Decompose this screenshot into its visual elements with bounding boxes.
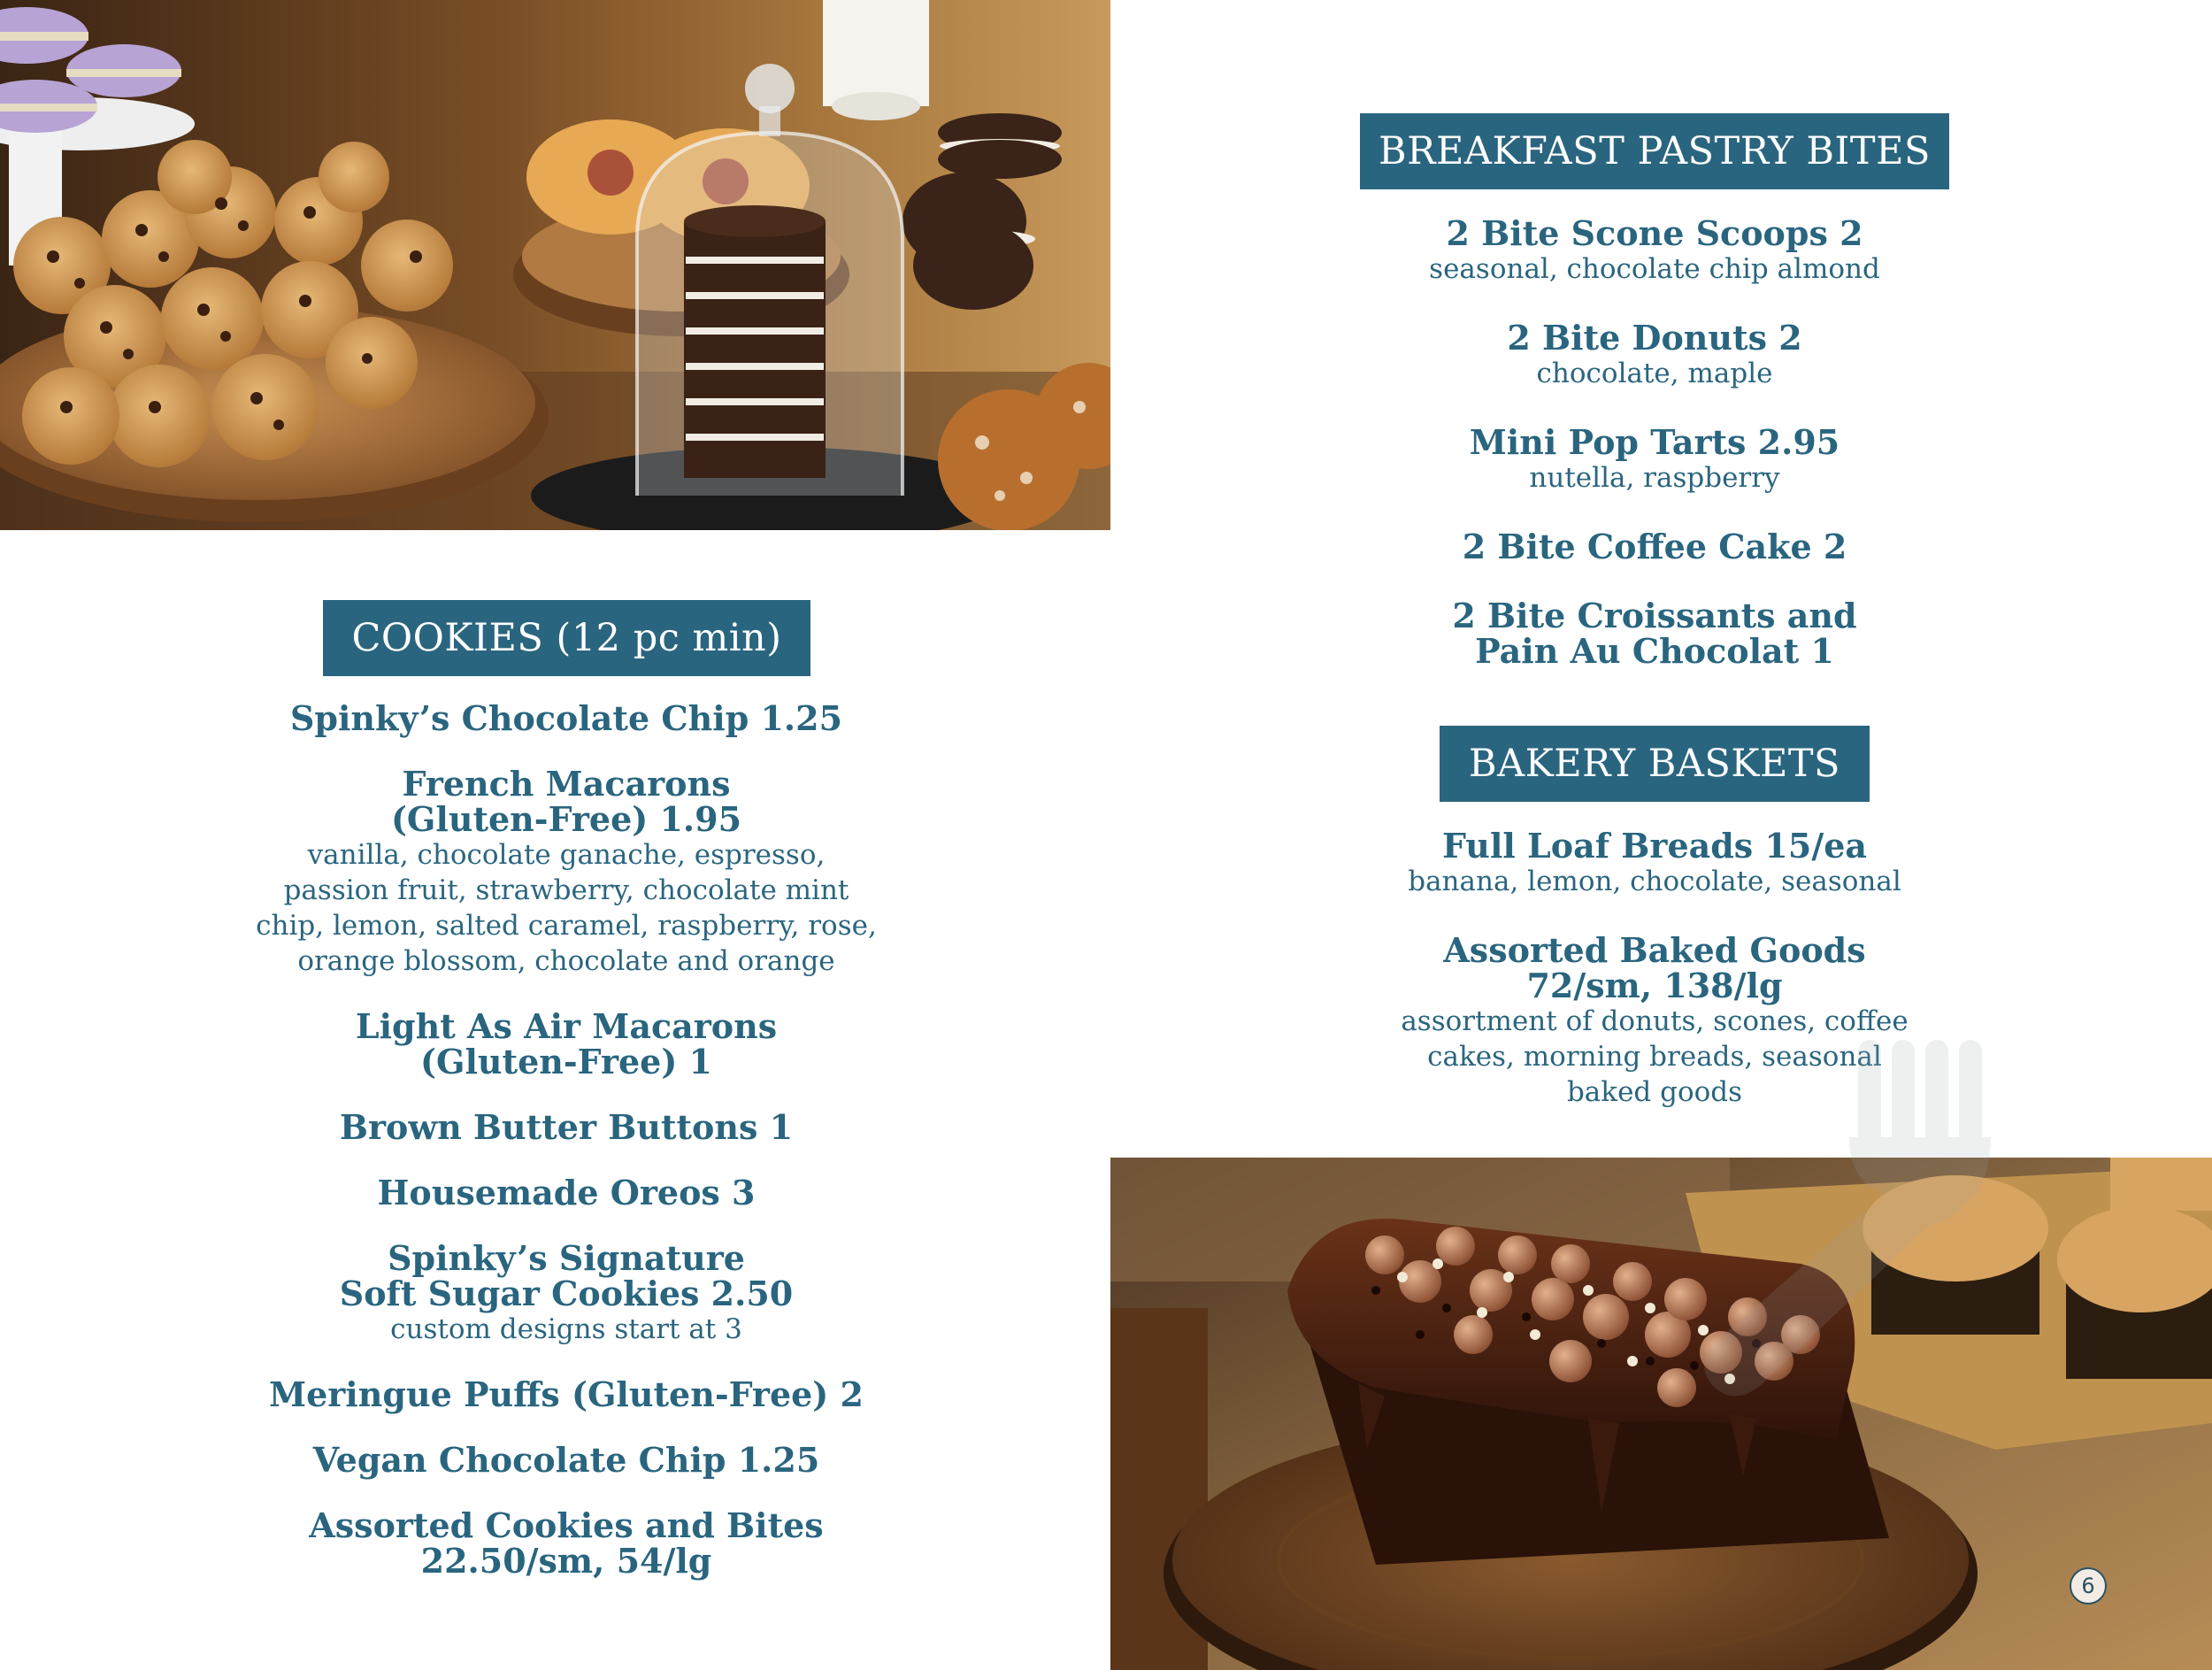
menu-item-description: assortment of donuts, scones, coffee cakes, morning breads, seasonal baked goods xyxy=(1401,1005,1909,1108)
menu-item-name: 2 Bite Croissants and Pain Au Chocolat 1 xyxy=(1452,596,1857,671)
cookies-section-header: COOKIES (12 pc min) xyxy=(323,600,810,676)
cookies-menu-list xyxy=(230,698,902,1581)
menu-item xyxy=(230,1440,902,1480)
menu-item-name: 2 Bite Donuts 2 xyxy=(1507,318,1802,358)
menu-item xyxy=(230,1374,902,1414)
menu-item-name: 2 Bite Scone Scoops 2 xyxy=(1446,213,1863,253)
breakfast-menu-list xyxy=(1318,213,1991,671)
menu-item xyxy=(230,1006,902,1081)
menu-item-name: Full Loaf Breads 15/ea xyxy=(1442,826,1867,866)
chocolate-loaf-photo xyxy=(1110,1158,2212,1670)
menu-item-name: Light As Air Macarons (Gluten-Free) 1 xyxy=(355,1006,778,1081)
menu-item xyxy=(1318,529,1991,565)
menu-item-description: vanilla, chocolate ganache, espresso, passion fruit, strawberry, chocolate mint chip, lemon, salted caramel, raspberry, rose, orange blossom, chocolate and orange xyxy=(256,839,877,977)
menu-item xyxy=(230,698,902,738)
menu-item xyxy=(1318,422,1991,496)
menu-item xyxy=(230,1175,902,1211)
menu-item xyxy=(230,1238,902,1347)
menu-item xyxy=(230,1107,902,1147)
menu-item-description: nutella, raspberry xyxy=(1529,462,1780,494)
menu-item xyxy=(1318,598,1991,669)
menu-item-name: Vegan Chocolate Chip 1.25 xyxy=(312,1440,820,1480)
menu-item-name: Meringue Puffs (Gluten-Free) 2 xyxy=(269,1374,864,1414)
menu-item xyxy=(230,766,902,979)
menu-item-name: 2 Bite Coffee Cake 2 xyxy=(1462,527,1847,566)
menu-item-description: custom designs start at 3 xyxy=(390,1313,742,1345)
menu-item xyxy=(1318,213,1991,287)
page-number: 6 xyxy=(2070,1567,2107,1605)
breakfast-section-header: BREAKFAST PASTRY BITES xyxy=(1360,113,1949,189)
menu-item xyxy=(1318,320,1991,391)
menu-item xyxy=(1318,828,1991,899)
menu-item-name: Assorted Cookies and Bites 22.50/sm, 54/lg xyxy=(309,1505,824,1581)
cookies-photo xyxy=(0,0,1110,530)
menu-item-name: Spinky’s Chocolate Chip 1.25 xyxy=(289,698,843,738)
menu-item-description: chocolate, maple xyxy=(1536,358,1773,389)
menu-item-name: Brown Butter Buttons 1 xyxy=(339,1107,794,1147)
menu-item-name: Spinky’s Signature Soft Sugar Cookies 2.50 xyxy=(339,1238,794,1313)
menu-item-name: Housemade Oreos 3 xyxy=(377,1173,756,1212)
menu-item xyxy=(230,1505,902,1581)
fork-icon xyxy=(1663,1004,2000,1589)
menu-item-name: French Macarons (Gluten-Free) 1.95 xyxy=(390,764,742,839)
baskets-section-header: BAKERY BASKETS xyxy=(1440,726,1870,802)
menu-item-name: Assorted Baked Goods 72/sm, 138/lg xyxy=(1443,930,1866,1005)
menu-item-description: seasonal, chocolate chip almond xyxy=(1429,253,1880,285)
menu-item-description: banana, lemon, chocolate, seasonal xyxy=(1408,866,1901,897)
menu-item-name: Mini Pop Tarts 2.95 xyxy=(1469,422,1840,462)
